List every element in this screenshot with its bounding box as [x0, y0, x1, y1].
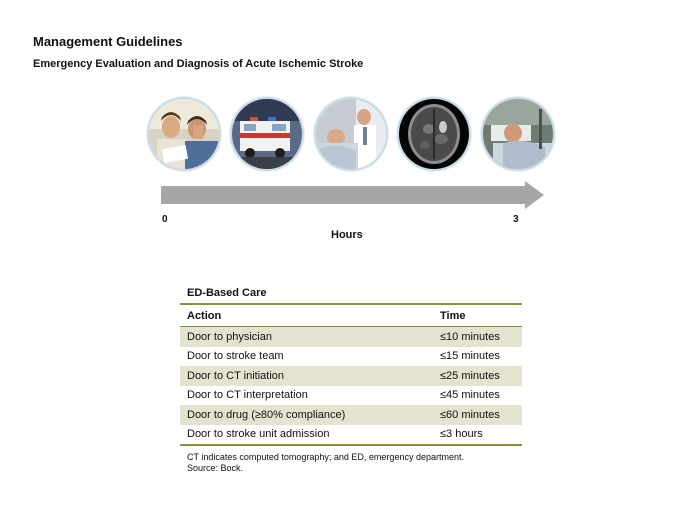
action-cell: Door to stroke team — [187, 350, 284, 363]
table-row — [180, 386, 522, 406]
timeline-end-label: 3 — [513, 214, 519, 225]
time-cell: ≤3 hours — [440, 428, 483, 441]
footnote-abbreviations: CT indicates computed tomography; and ED, emergency department. — [187, 452, 464, 462]
time-cell: ≤25 minutes — [433, 366, 522, 386]
action-cell: Door to physician — [180, 327, 433, 347]
action-cell: Door to CT interpretation — [187, 389, 308, 402]
action-cell: Door to stroke unit admission — [187, 428, 330, 441]
worried-couple-photo — [149, 99, 219, 169]
time-cell: ≤45 minutes — [440, 389, 500, 402]
page-subtitle: Emergency Evaluation and Diagnosis of Acute Ischemic Stroke — [33, 58, 364, 70]
table-row — [180, 347, 522, 367]
time-cell: ≤60 minutes — [433, 405, 522, 425]
time-cell: ≤15 minutes — [440, 350, 500, 363]
table-row — [180, 405, 522, 425]
time-cell: ≤10 minutes — [433, 327, 522, 347]
patient-in-bed-photo — [483, 99, 553, 169]
page-title: Management Guidelines — [33, 34, 183, 49]
time-column-header: Time — [433, 305, 522, 327]
timeline-axis-title: Hours — [331, 229, 363, 241]
footnote-source: Source: Bock. — [187, 463, 244, 473]
table-row — [180, 327, 522, 347]
action-column-header: Action — [180, 305, 433, 327]
brain-ct-scan-photo — [399, 99, 469, 169]
timeline-start-label: 0 — [162, 214, 168, 225]
action-cell: Door to drug (≥80% compliance) — [180, 405, 433, 425]
table-row — [180, 366, 522, 386]
ed-care-table — [180, 285, 522, 474]
table-header-row — [180, 305, 522, 327]
action-cell: Door to CT initiation — [180, 366, 433, 386]
physician-at-bedside-photo — [316, 99, 386, 169]
table-footnote — [180, 446, 522, 474]
timeline-arrow — [161, 181, 545, 211]
ed-care-title: ED-Based Care — [180, 285, 522, 305]
table-row — [180, 425, 522, 446]
ambulance-photo — [232, 99, 302, 169]
